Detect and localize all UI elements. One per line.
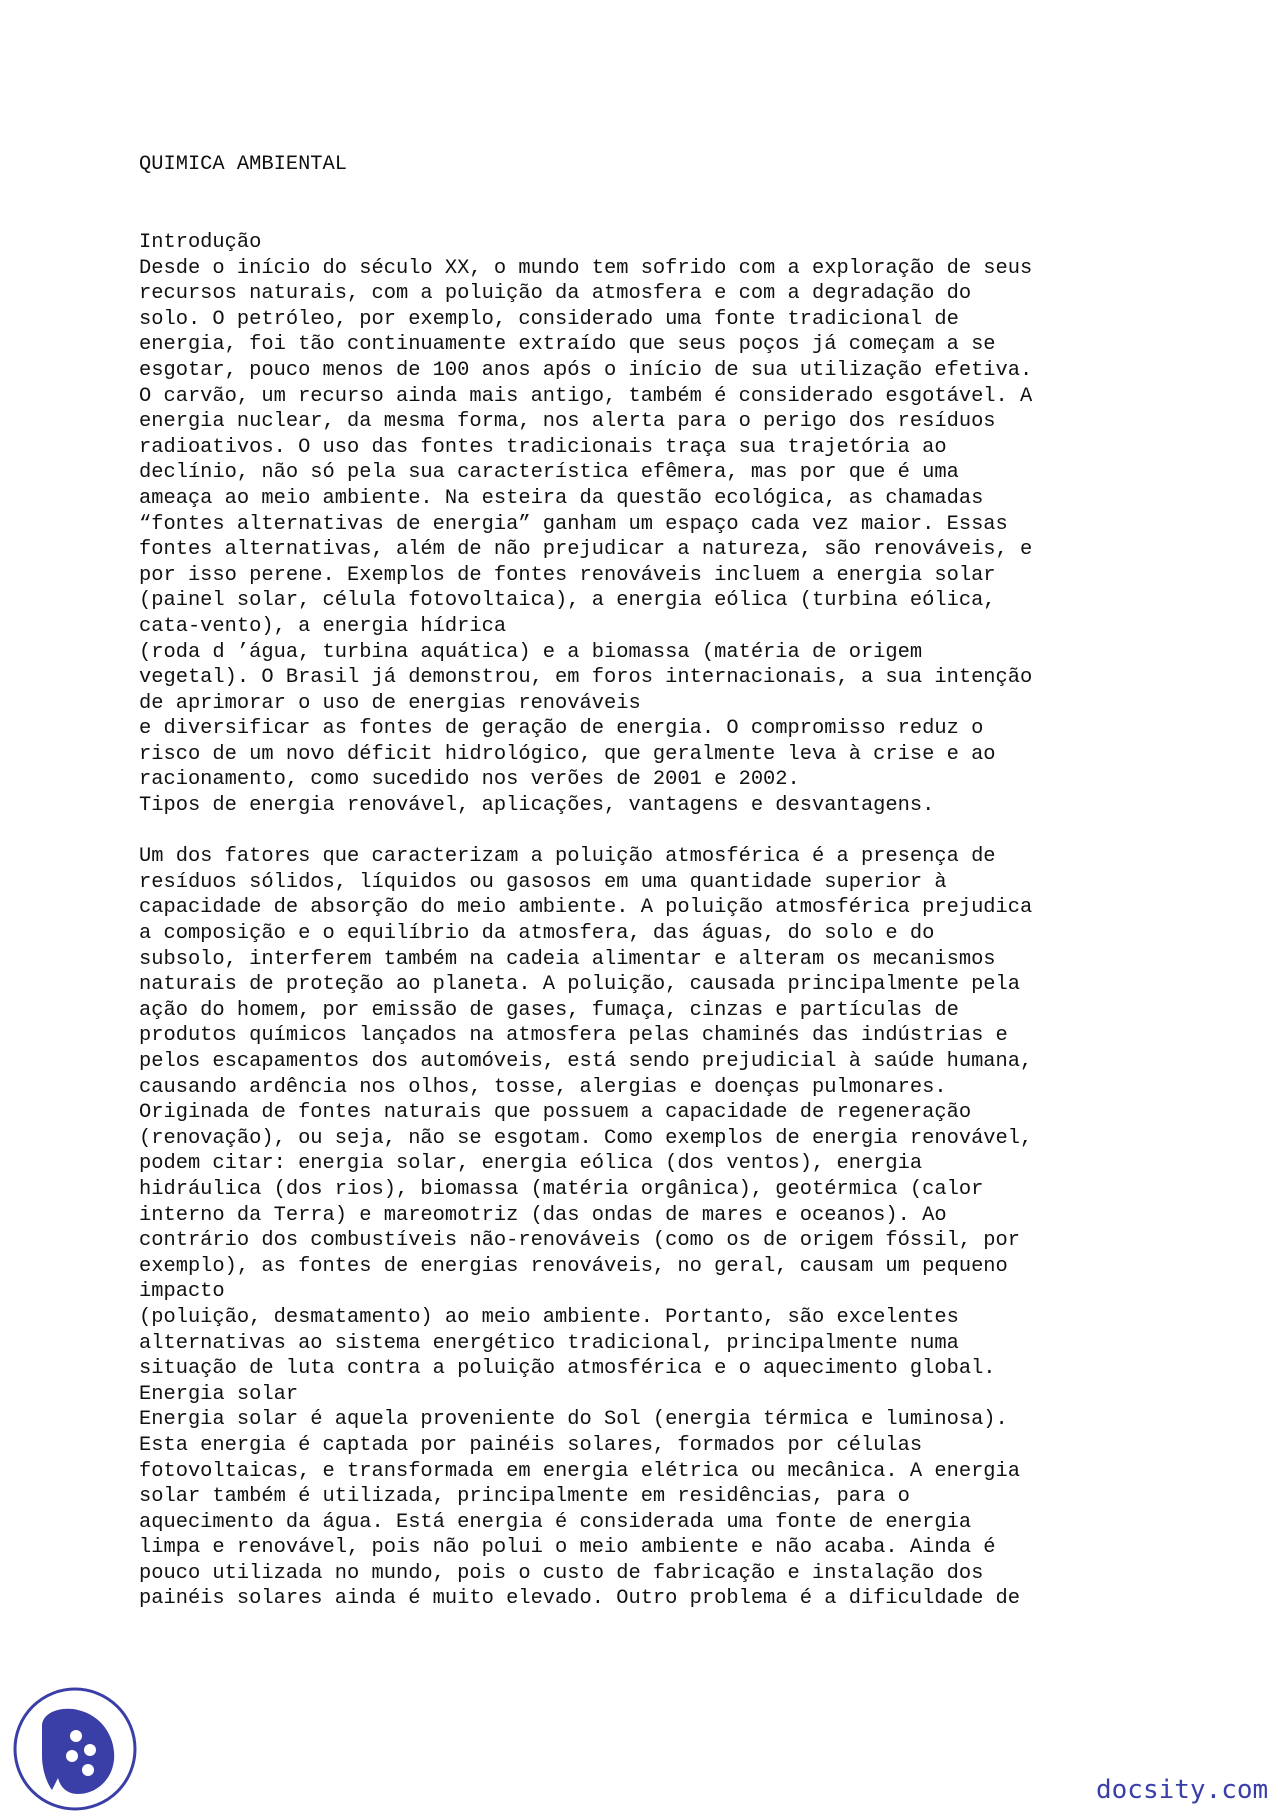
text-line: causando ardência nos olhos, tosse, alergias e doenças pulmonares. <box>139 1075 947 1099</box>
text-line: fotovoltaicas, e transformada em energia elétrica ou mecânica. A energia <box>139 1459 1021 1483</box>
text-line: solar também é utilizada, principalmente em residências, para o <box>139 1485 910 1509</box>
text-line: “fontes alternativas de energia” ganham um espaço cada vez maior. Essas <box>139 512 1008 536</box>
text-line: por isso perene. Exemplos de fontes renováveis incluem a energia solar <box>139 563 996 587</box>
text-line: (roda d ’água, turbina aquática) e a biomassa (matéria de origem <box>139 640 923 664</box>
text-line: solo. O petróleo, por exemplo, considerado uma fonte tradicional de <box>139 307 959 331</box>
text-line: e diversificar as fontes de geração de energia. O compromisso reduz o <box>139 717 984 741</box>
text-line: Energia solar <box>139 1382 299 1406</box>
text-line: aquecimento da água. Está energia é considerada uma fonte de energia <box>139 1510 972 1534</box>
text-line: vegetal). O Brasil já demonstrou, em foros internacionais, a sua intenção <box>139 666 1033 690</box>
document-body <box>139 230 1149 1612</box>
text-line: alternativas ao sistema energético tradicional, principalmente numa <box>139 1331 959 1355</box>
text-line: contrário dos combustíveis não-renováveis (como os de origem fóssil, por <box>139 1229 1021 1253</box>
text-line: recursos naturais, com a poluição da atmosfera e com a degradação do <box>139 282 972 306</box>
text-line: naturais de proteção ao planeta. A poluição, causada principalmente pela <box>139 973 1021 997</box>
text-line: Energia solar é aquela proveniente do Sol (energia térmica e luminosa). <box>139 1408 1008 1432</box>
text-line: Introdução <box>139 231 262 254</box>
text-line: energia, foi tão continuamente extraído que seus poços já começam a se <box>139 333 996 357</box>
text-line: pouco utilizada no mundo, pois o custo de fabricação e instalação dos <box>139 1561 984 1585</box>
text-line: produtos químicos lançados na atmosfera pelas chaminés das indústrias e <box>139 1024 1008 1048</box>
text-line: exemplo), as fontes de energias renováveis, no geral, causam um pequeno <box>139 1254 1008 1278</box>
text-line: a composição e o equilíbrio da atmosfera, das águas, do solo e do <box>139 922 935 946</box>
text-line: hidráulica (dos rios), biomassa (matéria orgânica), geotérmica (calor <box>139 1177 984 1201</box>
text-line: impacto <box>139 1280 225 1304</box>
text-line: O carvão, um recurso ainda mais antigo, também é considerado esgotável. A <box>139 384 1033 408</box>
docsity-logo-icon[interactable] <box>12 1686 138 1812</box>
text-line: (poluição, desmatamento) ao meio ambiente. Portanto, são excelentes <box>139 1305 959 1329</box>
text-line: Originada de fontes naturais que possuem a capacidade de regeneração <box>139 1101 972 1125</box>
text-line: limpa e renovável, pois não polui o meio ambiente e não acaba. Ainda é <box>139 1536 996 1560</box>
text-line: (painel solar, célula fotovoltaica), a energia eólica (turbina eólica, <box>139 589 996 613</box>
text-line <box>139 819 1149 845</box>
text-line: interno da Terra) e mareomotriz (das ondas de mares e oceanos). Ao <box>139 1203 947 1227</box>
text-line: resíduos sólidos, líquidos ou gasosos em uma quantidade superior à <box>139 870 947 894</box>
text-line: (renovação), ou seja, não se esgotam. Como exemplos de energia renovável, <box>139 1126 1033 1150</box>
text-line: radioativos. O uso das fontes tradicionais traça sua trajetória ao <box>139 435 947 459</box>
text-line: fontes alternativas, além de não prejudicar a natureza, são renováveis, e <box>139 538 1033 562</box>
text-line: risco de um novo déficit hidrológico, que geralmente leva à crise e ao <box>139 742 996 766</box>
text-line: declínio, não só pela sua característica efêmera, mas por que é uma <box>139 461 959 485</box>
text-line: situação de luta contra a poluição atmosférica e o aquecimento global. <box>139 1357 996 1381</box>
text-line: ameaça ao meio ambiente. Na esteira da questão ecológica, as chamadas <box>139 486 984 510</box>
text-line: capacidade de absorção do meio ambiente. A poluição atmosférica prejudica <box>139 896 1033 920</box>
text-line: esgotar, pouco menos de 100 anos após o início de sua utilização efetiva. <box>139 358 1033 382</box>
text-line: energia nuclear, da mesma forma, nos alerta para o perigo dos resíduos <box>139 410 996 434</box>
text-line: podem citar: energia solar, energia eólica (dos ventos), energia <box>139 1152 923 1176</box>
docsity-brand-link[interactable]: docsity.com <box>1096 1775 1269 1805</box>
text-line: Esta energia é captada por painéis solares, formados por células <box>139 1433 923 1457</box>
text-line: subsolo, interferem também na cadeia alimentar e alteram os mecanismos <box>139 947 996 971</box>
text-line: cata-vento), a energia hídrica <box>139 614 507 638</box>
text-line: Desde o início do século XX, o mundo tem sofrido com a exploração de seus <box>139 256 1033 280</box>
text-line: Tipos de energia renovável, aplicações, vantagens e desvantagens. <box>139 794 935 818</box>
document-title: QUIMICA AMBIENTAL <box>139 153 348 176</box>
text-line: de aprimorar o uso de energias renováveis <box>139 691 641 715</box>
text-line: Um dos fatores que caracterizam a poluição atmosférica é a presença de <box>139 845 996 869</box>
text-line: racionamento, como sucedido nos verões de 2001 e 2002. <box>139 768 800 792</box>
text-line: ação do homem, por emissão de gases, fumaça, cinzas e partículas de <box>139 998 959 1022</box>
text-line: painéis solares ainda é muito elevado. Outro problema é a dificuldade de <box>139 1587 1021 1611</box>
text-line: pelos escapamentos dos automóveis, está sendo prejudicial à saúde humana, <box>139 1050 1033 1073</box>
